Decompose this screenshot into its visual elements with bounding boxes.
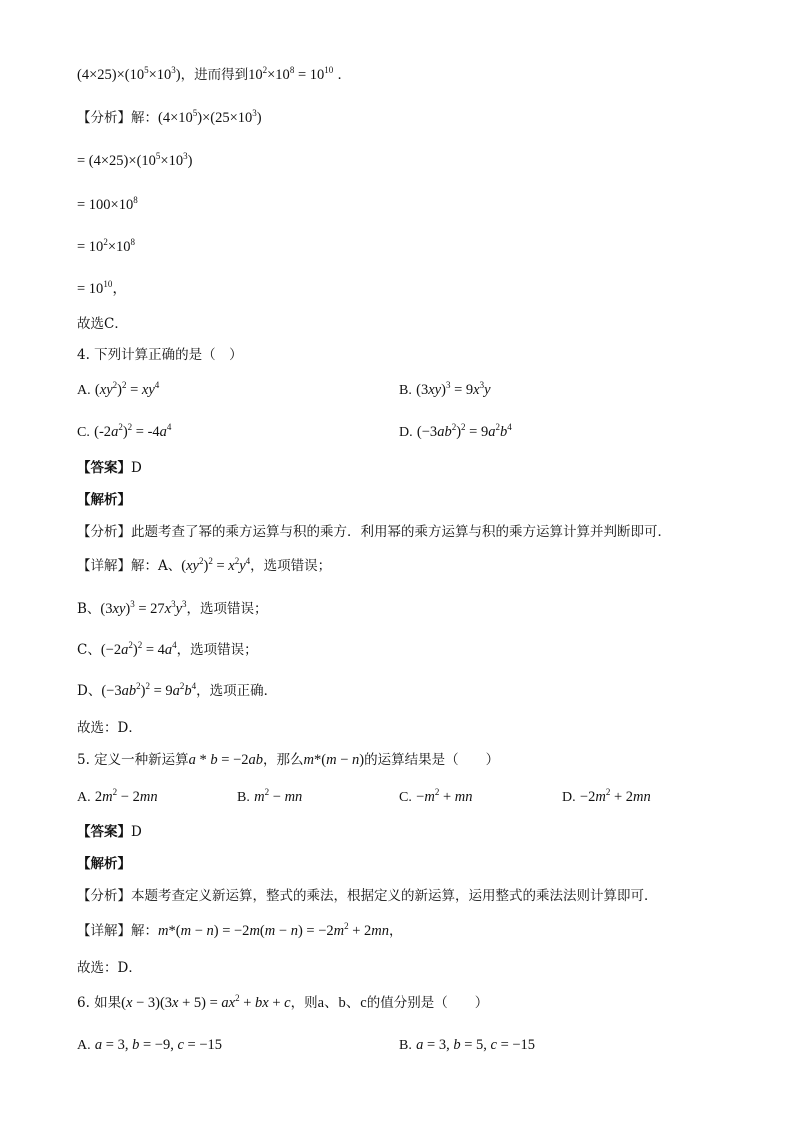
q4-detail-d: D、$(-3ab^2)^2 = 9a^2b^4$，选项正确．: [77, 681, 278, 699]
formula: $m*(m - n) = -2m(m - n) = -2m^2 + 2mn$: [158, 921, 390, 939]
step-line: = $10^{10}$，: [77, 279, 127, 297]
formula: m*(m − n): [303, 752, 365, 768]
formula: $(3xy)^3 = 27x^3y^3$: [100, 599, 187, 617]
q5-option-a: A. $2m^2 - 2mn$: [77, 787, 158, 805]
q4-answer: [77, 458, 142, 478]
q4-option-b: B. $(3xy)^3 = 9x^3y$: [399, 380, 491, 398]
answer-tag: 【答案】: [77, 824, 131, 840]
q5-option-b: B. $m^2$ − mn: [237, 787, 303, 805]
q5-final: 故选：D．: [77, 960, 142, 976]
answer-tag: 【答案】: [77, 460, 131, 476]
formula: $(-2a^2)^2 = 4a^4$: [100, 640, 177, 658]
formula: $(3xy)^3 = 9x^3y$: [416, 380, 491, 398]
detail-tag: 【详解】: [77, 558, 131, 574]
formula: $(-3ab^2)^2 = 9a^2b^4$: [416, 422, 512, 440]
q4-option-a: A. $(xy^2)^2 = xy^4$: [77, 380, 160, 398]
formula: $m^2$ − mn: [254, 787, 303, 805]
analysis-tag: 【分析】: [77, 110, 131, 126]
q5-analysis: [77, 886, 658, 906]
q4-detail-b: B、$(3xy)^3 = 27x^3y^3$，选项错误；: [77, 599, 268, 617]
q5-option-c: C. $-m^2$ + mn: [399, 787, 473, 805]
q6-option-a: A. a = 3, b = −9, c = −15: [77, 1037, 223, 1053]
q4-analysis: [77, 522, 671, 542]
text: ，进而得到: [180, 67, 249, 83]
formula: $2m^2 - 2mn$: [94, 787, 158, 805]
conclusion: 故选C．: [77, 316, 128, 332]
question-6-stem: 6. 如果$(x - 3)(3x + 5) = ax^2$ + bx + c，则a、b、c的值分别是（ ）: [77, 993, 489, 1011]
formula: $10^2\times 10^8 = 10^{10}$: [248, 65, 334, 83]
analysis-tag: 【分析】: [77, 524, 131, 540]
step-line: = $10^2\times 10^8$: [77, 237, 135, 255]
formula: a * b = −2ab: [188, 752, 264, 768]
detail-tag: 【详解】: [77, 923, 131, 939]
formula: a = 3, b = −9, c = −15: [94, 1037, 223, 1053]
variables: a、b、c: [317, 995, 367, 1011]
step-line: = $100\times 10^8$: [77, 195, 138, 213]
q4-option-c: C. $(-2a^2)^2 = -4a^4$: [77, 422, 172, 440]
formula: $(x - 3)(3x + 5) = ax^2$ + bx + c: [121, 993, 291, 1011]
q5-jiexi-tag: 【解析】: [77, 856, 131, 872]
text: 解：: [131, 110, 158, 126]
q5-option-d: D. $-2m^2 + 2mn$: [562, 787, 651, 805]
formula: $(4\times 25)\times(10^5\times 10^3)$: [77, 65, 181, 83]
analysis-text: 此题考查了幂的乘方运算与积的乘方．利用幂的乘方运算与积的乘方运算计算并判断即可．: [131, 524, 671, 540]
formula: $-m^2$ + mn: [416, 787, 473, 805]
q5-detail: 【详解】解：$m*(m - n) = -2m(m - n) = -2m^2 + 2mn$，: [77, 921, 403, 939]
question-4-stem: 4. 下列计算正确的是（ ）: [77, 347, 243, 363]
step-line: = $(4\times 25)\times(10^5\times 10^3)$: [77, 151, 193, 169]
formula: $-2m^2 + 2mn$: [579, 787, 651, 805]
formula: $(4\times 10^5)\times(25\times 10^3)$: [158, 108, 262, 126]
q4-final: 故选：D．: [77, 720, 142, 736]
formula: a = 3, b = 5, c = −15: [416, 1037, 536, 1053]
answer-value: D: [131, 824, 142, 840]
q4-jiexi-tag: 【解析】: [77, 492, 131, 508]
analysis-text: 本题考查定义新运算，整式的乘法，根据定义的新运算，运用整式的乘法法则计算即可．: [131, 888, 658, 904]
answer-value: D: [131, 460, 142, 476]
q4-detail-a: 【详解】解：A、$(xy^2)^2 = x^2y^4$，选项错误；: [77, 556, 332, 574]
formula: $(-3ab^2)^2 = 9a^2b^4$: [101, 681, 197, 699]
analysis-tag: 【分析】: [77, 888, 131, 904]
q4-detail-c: C、$(-2a^2)^2 = 4a^4$，选项错误；: [77, 640, 258, 658]
q5-answer: [77, 822, 142, 842]
formula: $(xy^2)^2 = xy^4$: [94, 380, 160, 398]
analysis-line: [77, 108, 262, 128]
q4-option-d: D. $(-3ab^2)^2 = 9a^2b^4$: [399, 422, 512, 440]
q6-option-b: B. a = 3, b = 5, c = −15: [399, 1037, 536, 1053]
question-5-stem: 5. 定义一种新运算a * b = −2ab，那么m*(m − n)的运算结果是（ ）: [77, 752, 500, 768]
formula: $(-2a^2)^2 = -4a^4$: [94, 422, 172, 440]
formula: $(xy^2)^2 = x^2y^4$: [181, 556, 251, 574]
q3-derivation-line: $(4\times 25)\times(10^5\times 10^3)$，进而得到$10^2\times 10^8 = 10^{10}$ ．: [77, 65, 352, 83]
